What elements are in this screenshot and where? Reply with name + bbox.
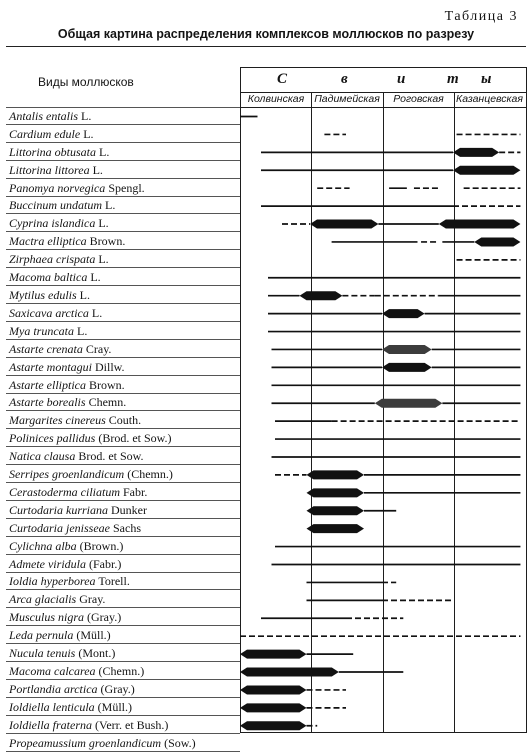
range-band xyxy=(382,363,432,372)
species-row xyxy=(6,250,240,268)
species-genus: Buccinum undatum xyxy=(9,198,102,213)
species-genus: Astarte montagui xyxy=(9,359,92,374)
species-author: (Chemn.) xyxy=(95,664,145,678)
species-genus: Musculus nigra xyxy=(9,610,84,625)
species-row xyxy=(6,411,240,429)
species-genus: Antalis entalis xyxy=(9,108,78,123)
species-author: (Fabr.) xyxy=(85,556,122,571)
range-band xyxy=(307,488,365,497)
species-row xyxy=(6,573,240,591)
species-row xyxy=(6,662,240,680)
species-genus: Macoma calcarea xyxy=(9,664,96,678)
species-name xyxy=(9,288,90,302)
species-author: Sachs xyxy=(110,520,141,535)
species-author: (Gray.) xyxy=(84,610,122,625)
species-genus: Cylichna alba xyxy=(9,538,77,553)
table-title: Общая картина распределения комплексов моллюсков по разрезу xyxy=(57,27,475,41)
species-genus: Admete viridula xyxy=(9,556,86,571)
species-name xyxy=(9,503,147,517)
range-band xyxy=(375,399,443,408)
species-row xyxy=(6,537,240,555)
species-name xyxy=(9,324,87,338)
species-row xyxy=(6,501,240,519)
species-author: L. xyxy=(96,144,110,159)
species-genus: Curtodaria jenisseae xyxy=(9,520,110,535)
species-row xyxy=(6,322,240,340)
species-row xyxy=(6,644,240,662)
species-row xyxy=(6,394,240,412)
species-name xyxy=(9,574,130,588)
species-author: (Müll.) xyxy=(94,699,132,714)
range-band xyxy=(240,650,307,659)
species-name xyxy=(9,521,141,535)
species-genus: Cerastoderma ciliatum xyxy=(9,484,120,499)
species-author: L. xyxy=(89,162,103,177)
species-name xyxy=(9,485,147,499)
range-band xyxy=(307,506,365,515)
species-genus: Astarte crenata xyxy=(9,341,83,356)
species-name xyxy=(9,360,125,374)
range-band xyxy=(382,309,425,318)
species-row xyxy=(6,304,240,322)
species-author: (Mont.) xyxy=(75,646,116,661)
species-row xyxy=(6,358,240,376)
species-name xyxy=(9,395,126,409)
species-name xyxy=(9,252,109,266)
species-genus: Leda pernula xyxy=(9,628,74,643)
species-author: L. xyxy=(80,126,94,141)
species-author: L. xyxy=(95,252,109,267)
species-row xyxy=(6,734,240,752)
species-author: L. xyxy=(74,323,88,338)
species-row xyxy=(6,376,240,394)
species-author: Gray. xyxy=(76,592,106,607)
species-author: Dillw. xyxy=(92,359,125,374)
species-row xyxy=(6,590,240,608)
species-row xyxy=(6,214,240,232)
species-name xyxy=(9,181,145,195)
species-list xyxy=(6,107,240,752)
species-name xyxy=(9,234,125,248)
species-row xyxy=(6,465,240,483)
species-author: Chemn. xyxy=(85,395,127,410)
species-row xyxy=(6,268,240,286)
species-author: L. xyxy=(95,216,109,231)
species-genus: Mya truncata xyxy=(9,323,74,338)
species-author: L. xyxy=(87,270,101,285)
species-row xyxy=(6,698,240,716)
species-genus: Saxicava arctica xyxy=(9,305,89,320)
species-name xyxy=(9,378,125,392)
species-row xyxy=(6,519,240,537)
species-name xyxy=(9,736,196,750)
range-band xyxy=(240,721,307,730)
species-name xyxy=(9,109,91,123)
species-name xyxy=(9,127,94,141)
species-name xyxy=(9,449,144,463)
species-author: (Müll.) xyxy=(73,628,111,643)
species-name xyxy=(9,700,132,714)
species-genus: Mactra elliptica xyxy=(9,234,87,249)
species-row xyxy=(6,232,240,250)
species-row xyxy=(6,161,240,179)
species-genus: Propeamussium groenlandicum xyxy=(9,735,162,750)
range-band xyxy=(453,148,499,157)
species-genus: Nucula tenuis xyxy=(9,646,76,661)
species-author: (Sow.) xyxy=(161,735,196,750)
species-author: (Chemn.) xyxy=(124,467,173,482)
species-genus: Portlandia arctica xyxy=(9,681,98,696)
species-genus: Astarte elliptica xyxy=(9,377,86,392)
species-author: L. xyxy=(101,198,116,213)
species-genus: Arca glacialis xyxy=(9,592,77,607)
suite-letter: ы xyxy=(481,71,492,87)
species-row xyxy=(6,626,240,644)
species-genus: Ioldiella lenticula xyxy=(9,699,95,714)
species-name xyxy=(9,718,168,732)
species-row xyxy=(6,483,240,501)
species-row xyxy=(6,716,240,734)
species-row xyxy=(6,608,240,626)
species-genus: Zirphaea crispata xyxy=(9,252,96,267)
species-genus: Panomya norvegica xyxy=(9,180,106,195)
species-name xyxy=(9,628,111,642)
suite-letter: и xyxy=(397,71,406,87)
species-row xyxy=(6,107,240,125)
suite-letter: С xyxy=(277,71,288,87)
range-band xyxy=(382,345,432,354)
species-genus: Cyprina islandica xyxy=(9,216,96,231)
species-author: Fabr. xyxy=(120,484,148,499)
range-band xyxy=(300,291,343,300)
species-name xyxy=(9,467,173,481)
range-band xyxy=(307,524,365,533)
species-genus: Serripes groenlandicum xyxy=(9,467,125,482)
species-row xyxy=(6,555,240,573)
suite-header-row xyxy=(241,68,526,93)
species-row xyxy=(6,197,240,215)
range-band xyxy=(307,470,365,479)
range-band xyxy=(453,166,520,175)
species-genus: Natica clausa xyxy=(9,449,76,464)
species-author: L. xyxy=(88,305,103,320)
range-band xyxy=(240,703,307,712)
species-name xyxy=(9,557,121,571)
species-genus: Ioldia hyperborea xyxy=(9,574,96,589)
species-name xyxy=(9,270,101,284)
species-author: Torell. xyxy=(95,574,130,589)
range-band xyxy=(240,685,307,694)
species-author: (Brod. et Sow.) xyxy=(95,431,172,446)
range-band xyxy=(439,220,521,229)
species-row xyxy=(6,125,240,143)
species-name xyxy=(9,306,102,320)
title-divider xyxy=(6,46,526,47)
species-genus: Margarites cinereus xyxy=(9,413,106,428)
species-column-header: Виды моллюсков xyxy=(38,75,134,89)
species-name xyxy=(9,216,109,230)
species-author: Brown. xyxy=(86,234,126,249)
species-row xyxy=(6,429,240,447)
species-name xyxy=(9,664,144,678)
species-author: Cray. xyxy=(82,341,112,356)
species-name xyxy=(9,610,121,624)
species-name xyxy=(9,342,111,356)
species-row xyxy=(6,340,240,358)
species-genus: Astarte borealis xyxy=(9,395,86,410)
species-name xyxy=(9,682,135,696)
suite-letter: в xyxy=(341,71,348,87)
species-author: Couth. xyxy=(105,413,142,428)
species-name xyxy=(9,145,109,159)
species-author: (Verr. et Bush.) xyxy=(92,717,169,732)
species-row xyxy=(6,447,240,465)
range-band xyxy=(474,237,520,246)
species-name xyxy=(9,592,105,606)
species-author: L. xyxy=(76,287,91,302)
species-genus: Mytilus edulis xyxy=(9,287,77,302)
horizon-label: Падимейская xyxy=(314,93,380,105)
species-author: (Brown.) xyxy=(76,538,124,553)
species-author: (Gray.) xyxy=(97,681,135,696)
species-author: Brod. et Sow. xyxy=(75,449,144,464)
species-name xyxy=(9,163,103,177)
range-band xyxy=(240,668,339,677)
species-genus: Curtodaria kurriana xyxy=(9,502,109,517)
species-genus: Ioldiella fraterna xyxy=(9,717,92,732)
species-genus: Littorina obtusata xyxy=(9,144,97,159)
species-author: Dunker xyxy=(108,502,148,517)
species-author: L. xyxy=(78,108,92,123)
species-row xyxy=(6,680,240,698)
species-row xyxy=(6,143,240,161)
horizon-label: Казанцевская xyxy=(456,93,523,105)
range-band xyxy=(310,220,378,229)
range-bars xyxy=(240,107,527,733)
species-row xyxy=(6,286,240,304)
species-name xyxy=(9,539,123,553)
table-number: Таблица 3 xyxy=(444,9,518,24)
species-genus: Polinices pallidus xyxy=(9,431,96,446)
species-genus: Cardium edule xyxy=(9,126,81,141)
species-author: Brown. xyxy=(86,377,125,392)
horizon-label: Роговская xyxy=(393,93,444,105)
species-row xyxy=(6,179,240,197)
species-name xyxy=(9,198,115,212)
species-genus: Macoma baltica xyxy=(9,270,88,285)
species-name xyxy=(9,646,115,660)
horizon-label: Колвинская xyxy=(247,93,305,105)
suite-letter: т xyxy=(447,71,459,87)
species-genus: Littorina littorea xyxy=(9,162,90,177)
species-name xyxy=(9,431,172,445)
species-author: Spengl. xyxy=(105,180,145,195)
species-name xyxy=(9,413,141,427)
